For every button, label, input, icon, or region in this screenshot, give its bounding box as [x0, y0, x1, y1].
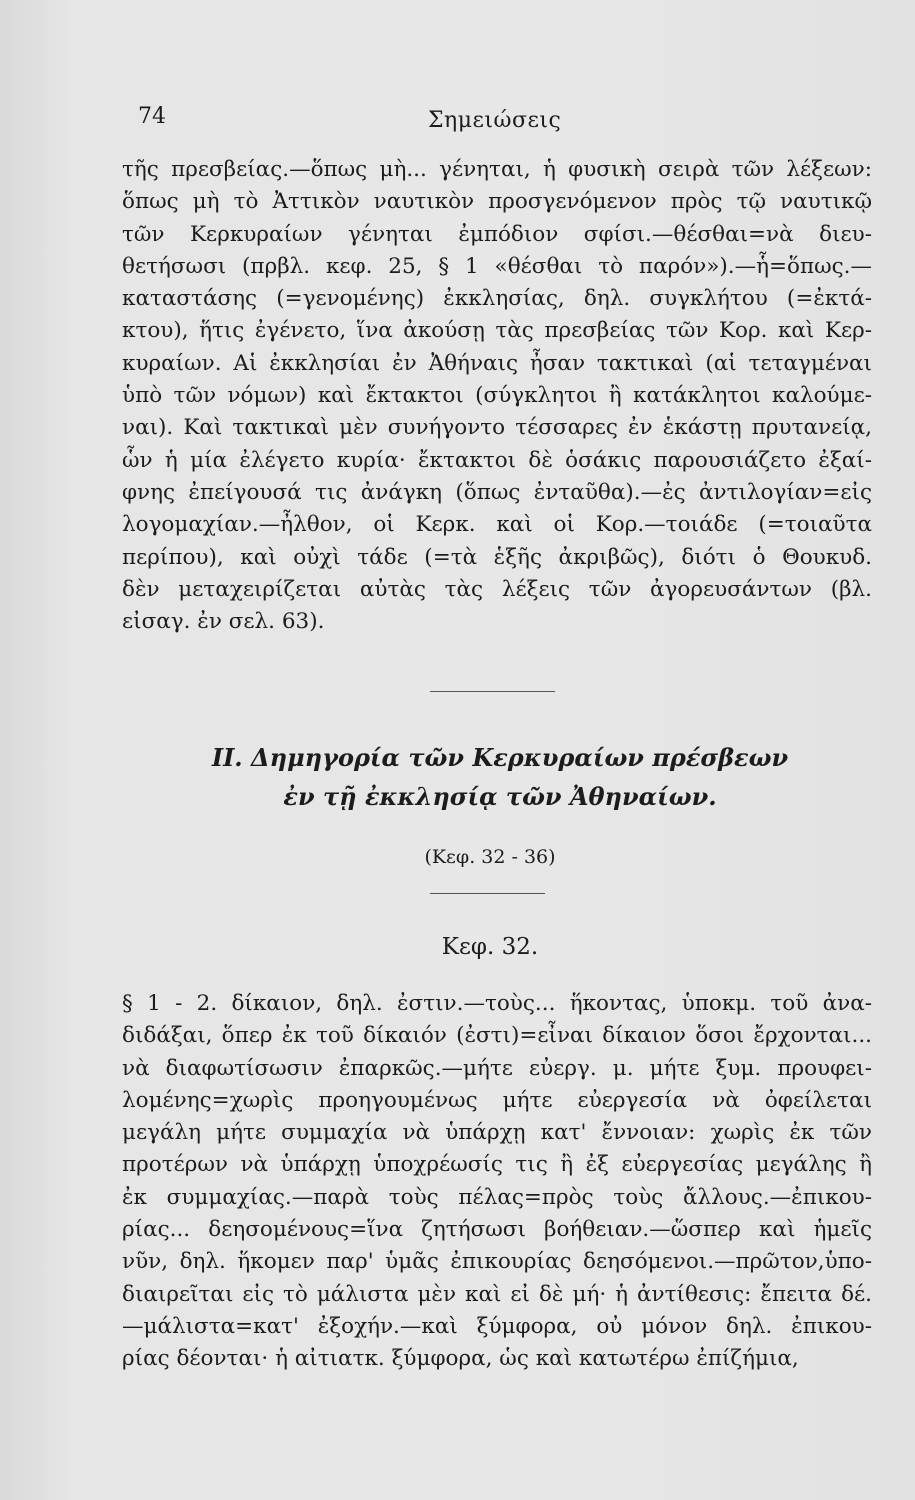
text-line: φνης ἐπείγουσά τις ἀνάγκη (ὅπως ἐνταῦθα).—ἐς ἀντιλογίαν=εἰς	[122, 479, 872, 505]
page-header	[138, 104, 868, 140]
text-line: λογομαχίαν.—ἦλθον, οἱ Κερκ. καὶ οἱ Κορ.—τοιάδε (=τοιαῦτα	[122, 512, 872, 538]
text-line: —μάλιστα=κατ' ἐξοχήν.—καὶ ξύμφορα, οὐ μόνον δηλ. ἐπικου-	[122, 1313, 872, 1339]
text-line: ρίας δέονται· ἡ αἰτιατκ. ξύμφορα, ὡς καὶ κατωτέρω ἐπίζήμια,	[122, 1346, 799, 1372]
text-line: λομένης=χωρὶς προηγουμένως μήτε εὐεργεσία νὰ ὀφείλεται	[122, 1087, 872, 1113]
text-line: ὅπως μὴ τὸ Ἀττικὸν ναυτικὸν προσγενόμενον πρὸς τῷ ναυτικῷ	[122, 189, 872, 215]
text-line: ρίας... δεησομένους=ἵνα ζητήσωσι βοήθειαν.—ὥσπερ καὶ ἡμεῖς	[122, 1217, 872, 1243]
section-heading-line: ἐν τῇ ἐκκλησίᾳ τῶν Ἀθηναίων.	[283, 782, 717, 811]
text-line: ὧν ἡ μία ἐλέγετο κυρία· ἔκτακτοι δὲ ὁσάκις παρουσιάζετο ἐξαί-	[122, 447, 872, 473]
text-line: διαιρεῖται εἰς τὸ μάλιστα μὲν καὶ εἰ δὲ μή· ἡ ἀντίθεσις: ἔπειτα δέ.	[122, 1281, 872, 1307]
text-line: ἐκ συμμαχίας.—παρὰ τοὺς πέλας=πρὸς τοὺς ἄλλους.—ἐπικου-	[122, 1184, 872, 1210]
section-heading-line: ΙΙ. Δημηγορία τῶν Κερκυραίων πρέσβεων	[211, 743, 789, 772]
text-line: καταστάσης (=γενομένης) ἐκκλησίας, δηλ. συγκλήτου (=ἐκτά-	[122, 286, 872, 312]
text-line: § 1 - 2. δίκαιον, δηλ. ἐστιν.—τοὺς... ἥκοντας, ὑποκμ. τοῦ ἀνα-	[122, 991, 872, 1016]
text-line: κτου), ἥτις ἐγένετο, ἵνα ἀκούσῃ τὰς πρεσβείας τῶν Κορ. καὶ Κερ-	[122, 318, 872, 344]
chapter-range: (Κεφ. 32 - 36)	[424, 846, 556, 868]
divider-rule	[430, 893, 545, 894]
text-line: διδάξαι, ὅπερ ἐκ τοῦ δίκαιόν (ἐστι)=εἶναι δίκαιον ὅσοι ἔρχονται...	[122, 1023, 872, 1049]
text-line: εἰσαγ. ἐν σελ. 63).	[122, 609, 325, 635]
text-line: ὑπὸ τῶν νόμων) καὶ ἔκτακτοι (σύγκλητοι ἢ κατάκλητοι καλούμε-	[122, 383, 872, 409]
text-line: προτέρων νὰ ὑπάρχῃ ὑποχρέωσίς τις ἢ ἐξ εὐεργεσίας μεγάλης ἢ	[122, 1152, 872, 1178]
text-line: δὲν μεταχειρίζεται αὐτὰς τὰς λέξεις τῶν ἀγορευσάντων (βλ.	[122, 576, 872, 602]
text-line: ναι). Καὶ τακτικαὶ μὲν συνήγοντο τέσσαρες ἐν ἑκάστῃ πρυτανείᾳ,	[122, 415, 872, 441]
divider-rule	[430, 691, 555, 692]
notes-paragraph-top	[122, 154, 872, 638]
text-line: νῦν, δηλ. ἥκομεν παρ' ὑμᾶς ἐπικουρίας δεησόμενοι.—πρῶτον,ὑπο-	[122, 1249, 872, 1275]
running-head: Σημειώσεις	[428, 108, 562, 133]
text-line: τῆς πρεσβείας.—ὅπως μὴ... γένηται, ἡ φυσικὴ σειρὰ τῶν λέξεων:	[122, 157, 872, 182]
notes-paragraph-bottom	[122, 988, 872, 1376]
chapter-title: Κεφ. 32.	[441, 934, 539, 960]
text-line: νὰ διαφωτίσωσιν ἐπαρκῶς.—μήτε εὐεργ. μ. μήτε ξυμ. προυφει-	[122, 1055, 872, 1081]
text-line: μεγάλη μήτε συμμαχία νὰ ὑπάρχῃ κατ' ἔννοιαν: χωρὶς ἐκ τῶν	[122, 1120, 872, 1146]
text-line: θετήσωσι (πρβλ. κεφ. 25, § 1 «θέσθαι τὸ παρόν»).—ἧ=ὅπως.—	[122, 253, 872, 279]
text-line: περίπου), καὶ οὐχὶ τάδε (=τὰ ἑξῆς ἀκριβῶς), διότι ὁ Θουκυδ.	[122, 544, 872, 570]
page-number: 74	[138, 104, 166, 129]
text-line: τῶν Κερκυραίων γένηται ἐμπόδιον σφίσι.—θέσθαι=νὰ διευ-	[122, 221, 872, 247]
section-heading	[150, 738, 850, 816]
text-line: κυραίων. Αἱ ἐκκλησίαι ἐν Ἀθήναις ἦσαν τακτικαὶ (αἱ τεταγμέναι	[122, 350, 872, 376]
